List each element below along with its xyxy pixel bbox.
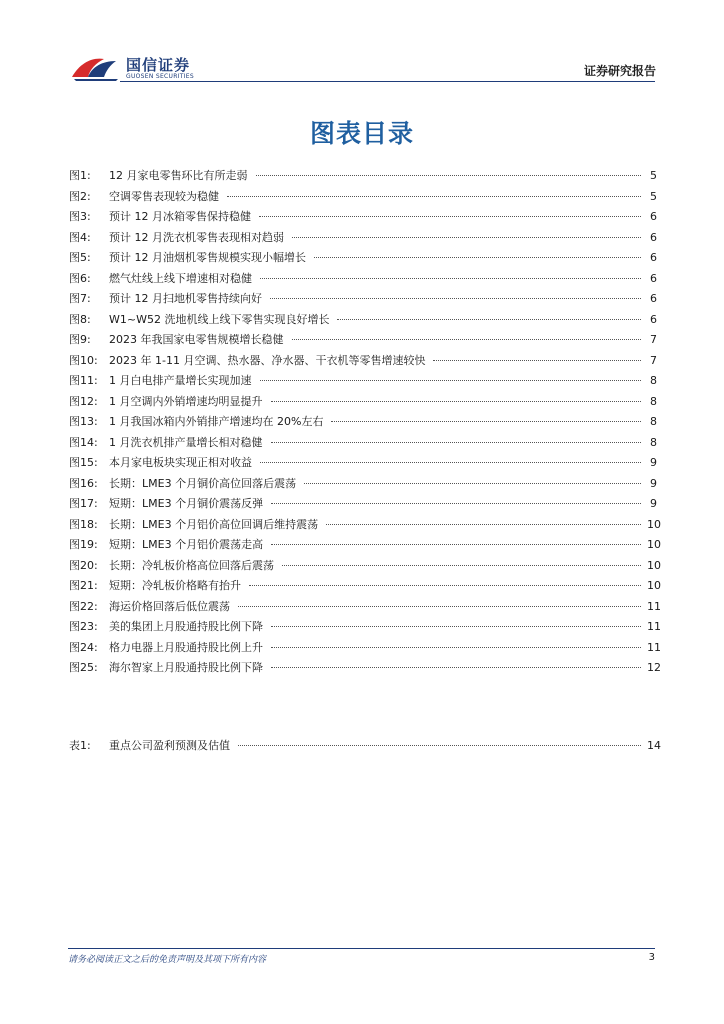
dot-leader — [271, 667, 641, 668]
logo-english-name: GUOSEN SECURITIES — [126, 73, 195, 80]
figure-entry-title: 预计 12 月扫地机零售持续向好 — [109, 292, 262, 305]
dot-leader — [238, 606, 641, 607]
figure-entry-page: 10 — [647, 538, 661, 551]
figure-entry-label: 图12: — [69, 394, 98, 408]
figure-entry[interactable] — [69, 474, 657, 495]
dot-leader — [260, 380, 642, 381]
dot-leader — [292, 339, 642, 340]
figure-entry-label: 图13: — [69, 415, 98, 428]
figure-entry-label: 图23: — [69, 620, 98, 633]
dot-leader — [433, 360, 641, 361]
figure-entry-label: 图18: — [69, 517, 98, 531]
table-list — [69, 736, 661, 757]
figure-entry-page: 11 — [647, 640, 661, 654]
page-number: 3 — [648, 952, 655, 963]
dot-leader — [271, 503, 641, 504]
figure-entry-page: 6 — [650, 292, 657, 305]
figure-entry-title: 1 月空调内外销增速均明显提升 — [109, 394, 263, 408]
figure-entry-title: W1~W52 洗地机线上线下零售实现良好增长 — [109, 312, 330, 326]
logo-chinese-name: 国信证券 — [126, 56, 191, 74]
figure-entry-title: 长期：LME3 个月铜价高位回落后震荡 — [109, 476, 297, 490]
figure-entry[interactable] — [69, 187, 657, 208]
page-header — [0, 0, 724, 90]
guosen-logo-mark-icon — [70, 53, 122, 83]
figure-entry-label: 图1: — [69, 169, 91, 182]
figure-entry-label: 图11: — [69, 374, 98, 387]
figure-entry-label: 图5: — [69, 251, 91, 264]
figure-entry[interactable] — [69, 638, 661, 659]
figure-entry-title: 长期：LME3 个月铝价高位回调后维持震荡 — [109, 517, 319, 531]
figure-entry-label: 图3: — [69, 210, 91, 223]
figure-entry[interactable] — [69, 166, 657, 187]
dot-leader — [331, 421, 641, 422]
figure-entry-label: 图22: — [69, 599, 98, 613]
figure-entry-title: 2023 年 1-11 月空调、热水器、净水器、干衣机等零售增速较快 — [109, 353, 426, 367]
figure-entry-title: 长期：冷轧板价格高位回落后震荡 — [109, 558, 274, 572]
dot-leader — [259, 216, 641, 217]
figure-entry-title: 海运价格回落后低位震荡 — [109, 599, 230, 613]
figure-entry-title: 2023 年我国家电零售规模增长稳健 — [109, 333, 284, 346]
figure-entry[interactable] — [69, 289, 657, 310]
figure-entry-label: 图7: — [69, 292, 91, 305]
figure-entry[interactable] — [69, 351, 657, 372]
figure-entry-page: 11 — [647, 620, 661, 633]
dot-leader — [271, 442, 642, 443]
figure-entry-page: 7 — [650, 333, 657, 346]
figure-entry-page: 11 — [647, 599, 661, 613]
table-entry-title: 重点公司盈利预测及估值 — [109, 739, 230, 752]
dot-leader — [282, 565, 641, 566]
dot-leader — [337, 319, 641, 320]
figure-entry-title: 格力电器上月股通持股比例上升 — [109, 640, 263, 654]
figure-entry-page: 10 — [647, 558, 661, 572]
figure-entry[interactable] — [69, 310, 657, 331]
figure-entry-label: 图6: — [69, 271, 91, 285]
figure-entry-page: 6 — [650, 210, 657, 223]
figure-entry-title: 空调零售表现较为稳健 — [109, 189, 219, 203]
table-entry[interactable] — [69, 736, 661, 757]
figure-entry-label: 图4: — [69, 230, 91, 244]
table-entry-label: 表1: — [69, 739, 91, 752]
toc-title: 图表目录 — [309, 119, 414, 148]
figure-entry-title: 短期：LME3 个月铜价震荡反弹 — [109, 497, 264, 510]
figure-entry-title: 美的集团上月股通持股比例下降 — [109, 620, 263, 633]
figure-entry-title: 1 月白电排产量增长实现加速 — [109, 374, 252, 387]
figure-entry[interactable] — [69, 494, 657, 515]
table-entry-page: 14 — [647, 739, 661, 752]
figure-entry-page: 8 — [650, 435, 657, 449]
figure-entry[interactable] — [69, 392, 657, 413]
dot-leader — [260, 278, 641, 279]
figure-entry-title: 预计 12 月油烟机零售规模实现小幅增长 — [109, 251, 306, 264]
figure-entry-page: 6 — [650, 230, 657, 244]
dot-leader — [292, 237, 641, 238]
dot-leader — [227, 196, 641, 197]
figure-entry-label: 图8: — [69, 312, 91, 326]
dot-leader — [271, 626, 641, 627]
figure-entry[interactable] — [69, 269, 657, 290]
figure-entry-page: 9 — [650, 497, 657, 510]
figure-list — [69, 166, 661, 679]
dot-leader — [326, 524, 641, 525]
figure-entry-page: 9 — [650, 476, 657, 490]
footer-divider — [68, 948, 655, 949]
figure-entry-title: 1 月洗衣机排产量增长相对稳健 — [109, 435, 263, 449]
figure-entry[interactable] — [69, 556, 661, 577]
header-divider — [120, 81, 655, 82]
figure-entry-title: 短期：冷轧板价格略有抬升 — [109, 579, 241, 592]
dot-leader — [238, 745, 641, 746]
figure-entry[interactable] — [69, 617, 661, 638]
figure-entry-label: 图10: — [69, 353, 98, 367]
figure-entry[interactable] — [69, 535, 661, 556]
figure-entry[interactable] — [69, 433, 657, 454]
figure-entry-label: 图19: — [69, 538, 98, 551]
figure-entry-page: 9 — [650, 456, 657, 469]
footer-disclaimer: 请务必阅读正文之后的免责声明及其项下所有内容 — [68, 955, 267, 965]
figure-entry[interactable] — [69, 597, 661, 618]
figure-entry-label: 图15: — [69, 456, 98, 469]
figure-entry-title: 海尔智家上月股通持股比例下降 — [109, 661, 263, 674]
dot-leader — [270, 298, 641, 299]
figure-entry-title: 预计 12 月洗衣机零售表现相对趋弱 — [109, 230, 284, 244]
dot-leader — [271, 401, 642, 402]
figure-entry-page: 5 — [650, 169, 657, 182]
figure-entry-page: 8 — [650, 415, 657, 428]
figure-entry[interactable] — [69, 207, 657, 228]
figure-entry-label: 图2: — [69, 189, 91, 203]
figure-entry[interactable] — [69, 515, 661, 536]
figure-entry[interactable] — [69, 248, 657, 269]
dot-leader — [271, 647, 641, 648]
dot-leader — [304, 483, 641, 484]
figure-entry-title: 1 月我国冰箱内外销排产增速均在 20%左右 — [109, 415, 324, 428]
figure-entry[interactable] — [69, 228, 657, 249]
figure-entry-label: 图24: — [69, 640, 98, 654]
figure-entry-title: 本月家电板块实现正相对收益 — [109, 456, 252, 469]
figure-entry-page: 6 — [650, 271, 657, 285]
dot-leader — [256, 175, 642, 176]
figure-entry-page: 10 — [647, 579, 661, 592]
figure-entry[interactable] — [69, 453, 657, 474]
figure-entry[interactable] — [69, 576, 661, 597]
figure-entry-title: 短期：LME3 个月铝价震荡走高 — [109, 538, 264, 551]
figure-entry-page: 12 — [647, 661, 661, 674]
figure-entry-label: 图17: — [69, 497, 98, 510]
report-type-label: 证券研究报告 — [583, 64, 656, 78]
figure-entry-page: 7 — [650, 353, 657, 367]
figure-entry[interactable] — [69, 371, 657, 392]
figure-entry-label: 图16: — [69, 476, 98, 490]
figure-entry-label: 图14: — [69, 435, 98, 449]
dot-leader — [260, 462, 641, 463]
figure-entry-page: 8 — [650, 374, 657, 387]
figure-entry-page: 6 — [650, 312, 657, 326]
figure-entry[interactable] — [69, 330, 657, 351]
figure-entry-title: 燃气灶线上线下增速相对稳健 — [109, 271, 252, 285]
figure-entry-label: 图25: — [69, 661, 98, 674]
figure-entry-label: 图21: — [69, 579, 98, 592]
figure-entry-title: 预计 12 月冰箱零售保持稳健 — [109, 210, 251, 223]
dot-leader — [249, 585, 641, 586]
figure-entry-page: 6 — [650, 251, 657, 264]
dot-leader — [271, 544, 641, 545]
figure-entry[interactable] — [69, 412, 657, 433]
figure-entry[interactable] — [69, 658, 661, 679]
figure-entry-label: 图20: — [69, 558, 98, 572]
figure-entry-page: 5 — [650, 189, 657, 203]
figure-entry-page: 10 — [647, 517, 661, 531]
figure-entry-title: 12 月家电零售环比有所走弱 — [109, 169, 248, 182]
figure-entry-page: 8 — [650, 394, 657, 408]
figure-entry-label: 图9: — [69, 333, 91, 346]
dot-leader — [314, 257, 641, 258]
